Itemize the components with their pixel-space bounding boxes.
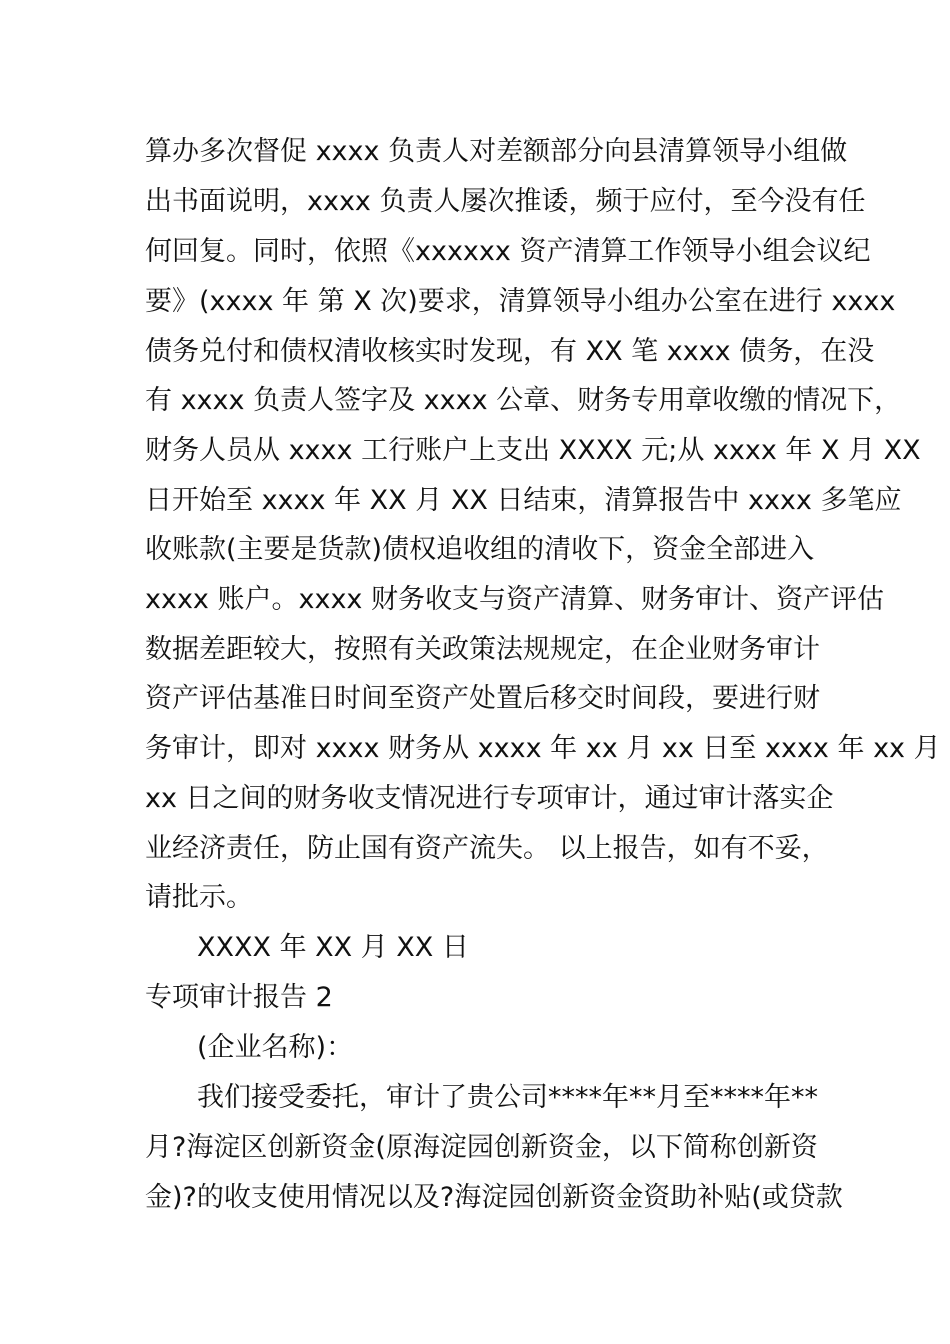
body-line: 收账款(主要是货款)债权追收组的清收下，资金全部进入 xyxy=(145,534,815,565)
date-line: XXXX 年 XX 月 XX 日 xyxy=(197,932,469,963)
body-line: xx 日之间的财务收支情况进行专项审计，通过审计落实企 xyxy=(145,783,834,814)
body2-line: 我们接受委托，审计了贵公司****年**月至****年** xyxy=(197,1082,818,1113)
body-line: 业经济责任，防止国有资产流失。 以上报告，如有不妥， xyxy=(145,833,829,864)
body-line: 有 xxxx 负责人签字及 xxxx 公章、财务专用章收缴的情况下， xyxy=(145,385,902,416)
body-line: xxxx 账户。xxxx 财务收支与资产清算、财务审计、资产评估 xyxy=(145,584,884,615)
body-line: 资产评估基准日时间至资产处置后移交时间段，要进行财 xyxy=(145,683,820,714)
addressee: (企业名称)： xyxy=(197,1032,354,1063)
section-title: 专项审计报告 2 xyxy=(145,982,333,1013)
body-line: 何回复。同时，依照《xxxxxx 资产清算工作领导小组会议纪 xyxy=(145,236,871,267)
body2-line: 金)?的收支使用情况以及?海淀园创新资金资助补贴(或贷款 xyxy=(145,1182,843,1213)
body2-line: 月?海淀区创新资金(原海淀园创新资金，以下简称创新资 xyxy=(145,1132,818,1163)
body-line: 财务人员从 xxxx 工行账户上支出 XXXX 元;从 xxxx 年 X 月 XX xyxy=(145,435,921,466)
body-line: 务审计，即对 xxxx 财务从 xxxx 年 xx 月 xx 日至 xxxx 年 xx 月 xyxy=(145,733,941,764)
body-line: 债务兑付和债权清收核实时发现，有 XX 笔 xxxx 债务，在没 xyxy=(145,336,875,367)
body-line: 出书面说明，xxxx 负责人屡次推诿，频于应付，至今没有任 xyxy=(145,186,866,217)
body-line: 请批示。 xyxy=(145,882,253,913)
body-line: 要》(xxxx 年 第 X 次)要求，清算领导小组办公室在进行 xxxx xyxy=(145,286,896,317)
body-line: 算办多次督促 xxxx 负责人对差额部分向县清算领导小组做 xyxy=(145,136,848,167)
body-line: 数据差距较大，按照有关政策法规规定，在企业财务审计 xyxy=(145,634,820,665)
body-line: 日开始至 xxxx 年 XX 月 XX 日结束，清算报告中 xxxx 多笔应 xyxy=(145,485,902,516)
